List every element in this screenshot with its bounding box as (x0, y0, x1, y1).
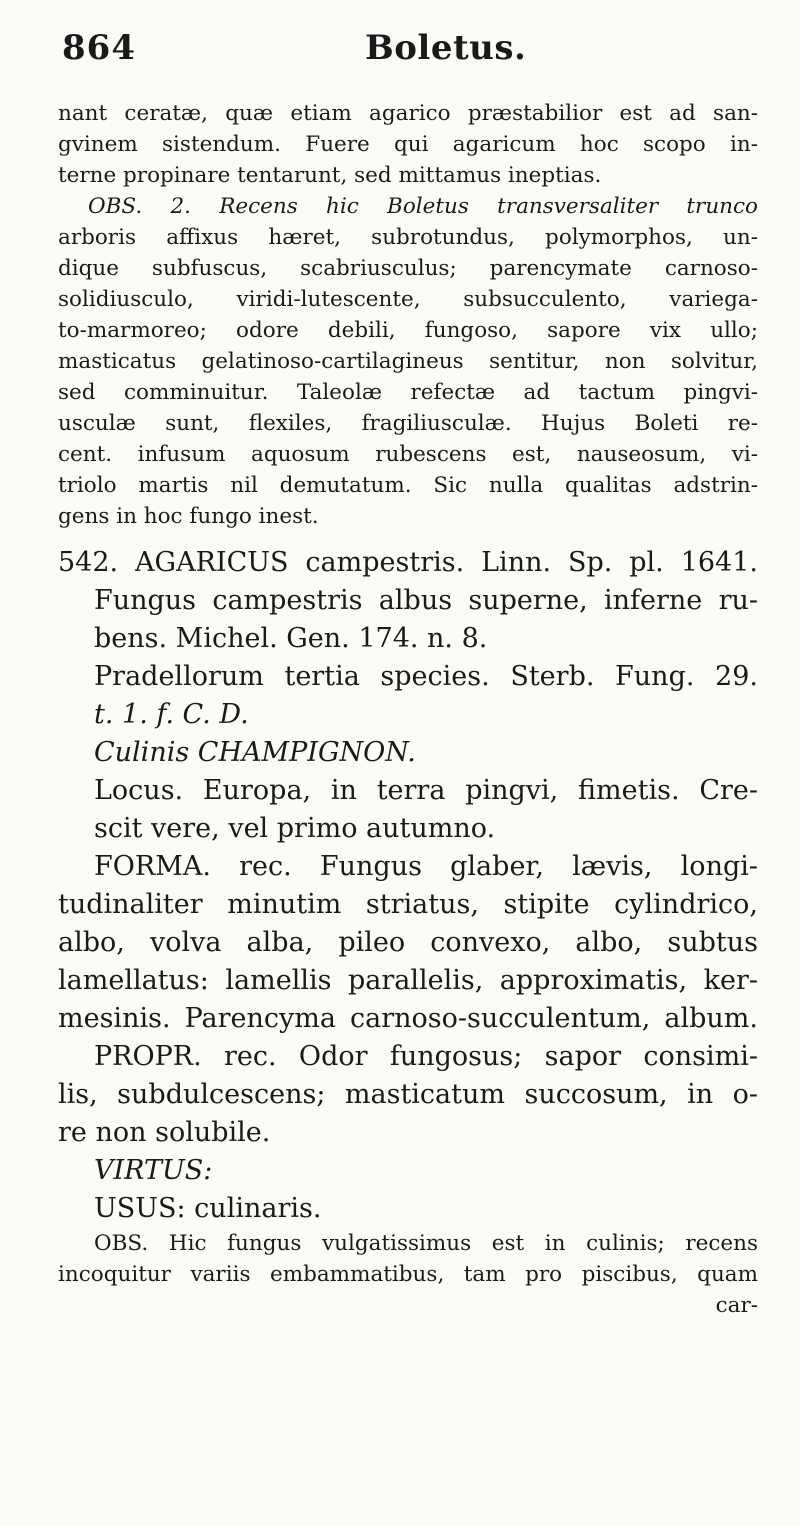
text-line: sed comminuitur. Taleolæ refectæ ad tactum pingvi- (58, 380, 758, 405)
locus-line: scit vere, vel primo autumno. (94, 813, 496, 844)
text-line: usculæ sunt, flexiles, fragiliusculæ. Hujus Boleti re- (58, 411, 758, 436)
locus-line: Locus. Europa, in terra pingvi, fimetis. Cre- (94, 775, 758, 806)
synonym-line: Pradellorum tertia species. Sterb. Fung. 29. (94, 661, 758, 692)
paragraph-gap (58, 532, 758, 544)
text-line: triolo martis nil demutatum. Sic nulla qualitas adstrin- (58, 473, 758, 498)
text-line: cent. infusum aquosum rubescens est, nauseosum, vi- (58, 442, 758, 467)
text-line: terne propinare tentarunt, sed mittamus ineptias. (58, 163, 602, 188)
forma-line: mesinis. Parencyma carnoso-succulentum, album. (58, 1003, 758, 1034)
virtus-line: VIRTUS: (94, 1155, 213, 1186)
propr-line: lis, subdulcescens; masticatum succosum, in o- (58, 1079, 758, 1110)
text-line: gens in hoc fungo inest. (58, 504, 319, 529)
text-line: gvinem sistendum. Fuere qui agaricum hoc scopo in- (58, 132, 758, 157)
running-head: Boletus. (365, 28, 527, 68)
text-line: masticatus gelatinoso-cartilagineus sentitur, non solvitur, (58, 349, 758, 374)
synonym-line: Fungus campestris albus superne, inferne ru- (94, 585, 758, 616)
obs-line: OBS. Hic fungus vulgatissimus est in culinis; recens (94, 1231, 758, 1256)
text-line: nant ceratæ, quæ etiam agarico præstabilior est ad san- (58, 101, 758, 126)
usus-line: USUS: culinaris. (94, 1193, 322, 1224)
entry-heading: 542. AGARICUS campestris. Linn. Sp. pl. 1641. (58, 547, 758, 578)
text-line: solidiusculo, viridi-lutescente, subsucculento, variega- (58, 287, 758, 312)
page-header (62, 28, 760, 74)
catchword: car- (715, 1293, 758, 1318)
text-line: dique subfuscus, scabriusculus; parencymate carnoso- (58, 256, 758, 281)
common-name-line: Culinis CHAMPIGNON. (94, 737, 416, 768)
obs-line: incoquitur variis embammatibus, tam pro piscibus, quam (58, 1262, 758, 1287)
text-line: arboris affixus hæret, subrotundus, polymorphos, un- (58, 225, 758, 250)
propr-line: PROPR. rec. Odor fungosus; sapor consimi- (94, 1041, 758, 1072)
forma-line: albo, volva alba, pileo convexo, albo, subtus (58, 927, 758, 958)
synonym-line: t. 1. f. C. D. (94, 699, 249, 730)
forma-line: FORMA. rec. Fungus glaber, lævis, longi- (94, 851, 758, 882)
page-number: 864 (62, 28, 136, 68)
forma-line: tudinaliter minutim striatus, stipite cylindrico, (58, 889, 758, 920)
forma-line: lamellatus: lamellis parallelis, approximatis, ker- (58, 965, 758, 996)
propr-line: re non solubile. (58, 1117, 271, 1148)
text-line-obs: OBS. 2. Recens hic Boletus transversaliter trunco (88, 194, 758, 219)
synonym-line: bens. Michel. Gen. 174. n. 8. (94, 623, 488, 654)
page-body (58, 98, 758, 1321)
text-line: to-marmoreo; odore debili, fungoso, sapore vix ullo; (58, 318, 758, 343)
